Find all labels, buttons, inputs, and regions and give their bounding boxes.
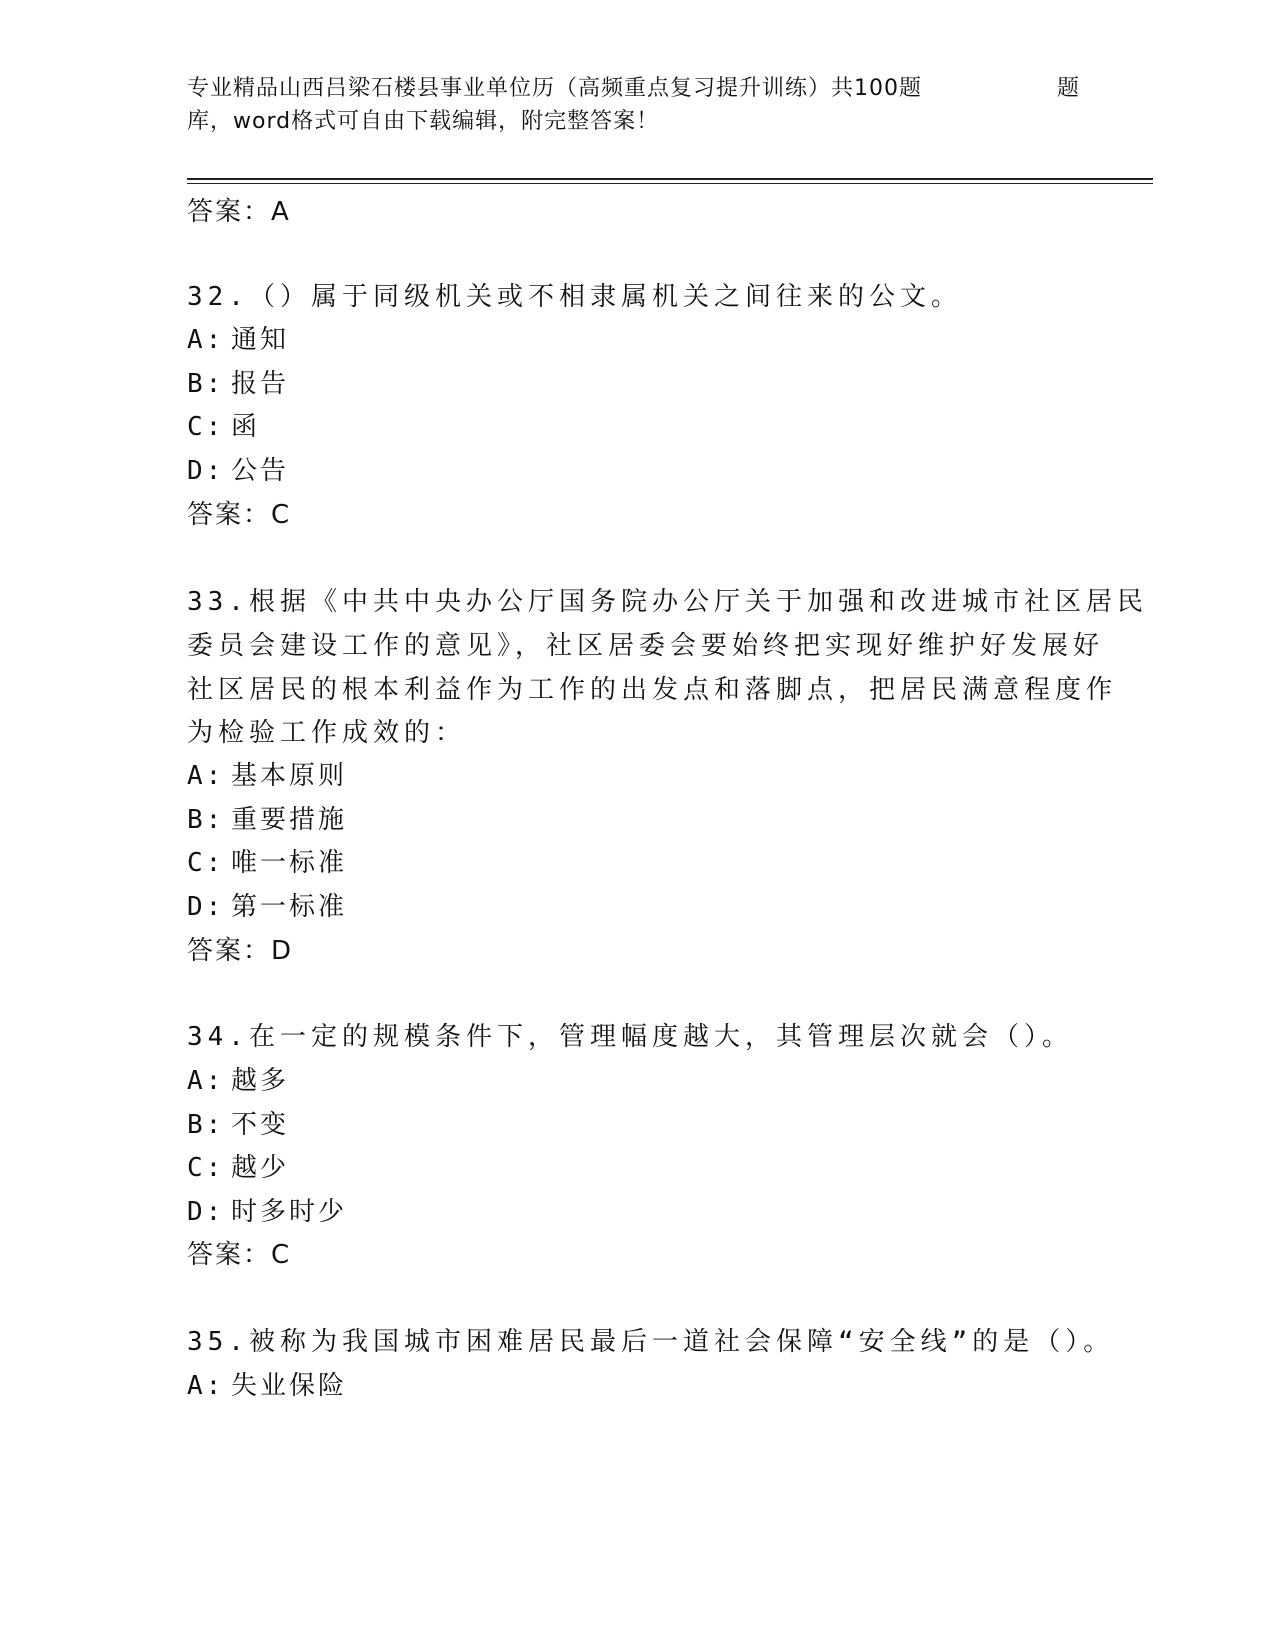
option-text: 失业保险 (231, 1371, 348, 1401)
question-33-option-c (187, 842, 347, 879)
option-key: C: (187, 1153, 225, 1183)
question-33-text-line-1: 33.根据《中共中央办公厅国务院办公厅关于加强和改进城市社区居民 (187, 587, 1148, 617)
question-32-option-b (187, 363, 289, 400)
question-33-option-b (187, 799, 347, 836)
option-text: 函 (231, 412, 261, 442)
answer-prev: 答案：A (187, 197, 291, 227)
option-text: 重要措施 (231, 805, 348, 835)
question-35-option-a (187, 1365, 347, 1402)
question-32-option-a (187, 319, 289, 356)
option-text: 基本原则 (231, 761, 348, 791)
option-text: 不变 (231, 1110, 290, 1140)
option-text: 越多 (231, 1066, 290, 1096)
header-line-2: 库，word格式可自由下载编辑，附完整答案！ (187, 109, 660, 134)
question-32-option-c (187, 406, 260, 443)
option-text: 公告 (231, 456, 290, 486)
question-34-option-a (187, 1060, 289, 1097)
question-32-text: 32.（）属于同级机关或不相隶属机关之间往来的公文。 (187, 282, 962, 312)
option-text: 越少 (231, 1153, 290, 1183)
option-text: 第一标准 (231, 892, 348, 922)
question-34-option-c (187, 1147, 289, 1184)
option-key: A: (187, 325, 225, 355)
option-key: A: (187, 1066, 225, 1096)
header-line-1: 专业精品山西吕梁石楼县事业单位历（高频重点复习提升训练）共100题 (187, 76, 922, 101)
option-text: 报告 (231, 369, 290, 399)
question-34-answer: 答案：C (187, 1240, 292, 1270)
question-33-option-a (187, 755, 347, 792)
question-34-option-b (187, 1104, 289, 1141)
option-key: B: (187, 1110, 225, 1140)
option-key: B: (187, 805, 225, 835)
option-key: B: (187, 369, 225, 399)
question-33-text-line-2: 委员会建设工作的意见》，社区居委会要始终把实现好维护好发展好 (187, 631, 1105, 661)
header-divider-thin (187, 183, 1153, 184)
option-key: A: (187, 1371, 225, 1401)
question-34-option-d (187, 1191, 347, 1228)
question-34-text: 34.在一定的规模条件下，管理幅度越大，其管理层次就会（）。 (187, 1022, 1073, 1052)
header-divider (187, 178, 1153, 180)
page-header (187, 72, 1081, 138)
option-text: 通知 (231, 325, 290, 355)
option-key: D: (187, 892, 225, 922)
header-line-1-tail: 题 (1057, 76, 1081, 101)
question-33-answer: 答案：D (187, 936, 294, 966)
option-key: C: (187, 848, 225, 878)
option-key: A: (187, 761, 225, 791)
option-key: C: (187, 412, 225, 442)
question-33-text-line-3: 社区居民的根本利益作为工作的出发点和落脚点，把居民满意程度作 (187, 675, 1118, 705)
question-33-text-line-4: 为检验工作成效的： (187, 718, 467, 748)
question-32-option-d (187, 450, 289, 487)
option-text: 唯一标准 (231, 848, 348, 878)
option-key: D: (187, 1197, 225, 1227)
question-35-text: 35.被称为我国城市困难居民最后一道社会保障“安全线”的是（）。 (187, 1327, 1115, 1357)
option-key: D: (187, 456, 225, 486)
question-32-answer: 答案：C (187, 500, 292, 530)
question-33-option-d (187, 886, 347, 923)
option-text: 时多时少 (231, 1197, 348, 1227)
